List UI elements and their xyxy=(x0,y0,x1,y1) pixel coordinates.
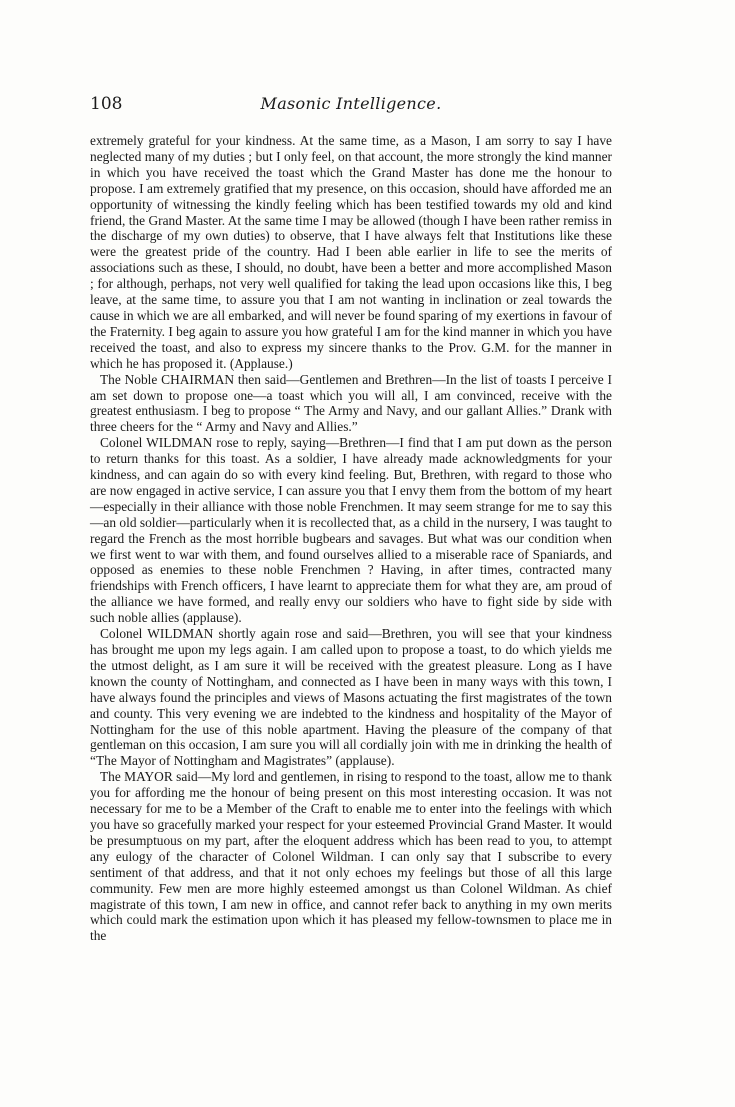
page-header xyxy=(90,94,612,118)
paragraph-continued: extremely grateful for your kindness. At the same time, as a Mason, I am sorry to say I have neglected many of my duties ; but I only feel, on that account, the more strongly the kind manner in which you have received the toast which the Grand Master has done me the honour to propose. I am extremely gratified that my presence, on this occasion, should have afforded me an opportunity of witnessing the kindly feeling which has been testified towards my old and kind friend, the Grand Master. At the same time I may be allowed (though I have been rather remiss in the discharge of my own duties) to observe, that I have always felt that Institutions like these were the greatest pride of the country. Had I been able earlier in life to see the merits of associations such as these, I should, no doubt, have been a better and more accomplished Mason ; for although, perhaps, not very well qualified for taking the lead upon occasions like this, I beg leave, at the same time, to assure you that I am not wanting in inclination or zeal towards the cause in which we are all embarked, and will never be found sparing of my exertions in favour of the Fraternity. I beg again to assure you how grateful I am for the kind manner in which you have received the toast, and also to express my sincere thanks to the Prov. G.M. for the manner in which he has proposed it. (Applause.) xyxy=(90,133,612,371)
paragraph-wildman-toast: Colonel WILDMAN shortly again rose and said—Brethren, you will see that your kindness has brought me upon my legs again. I am called upon to propose a toast, to do which yields me the utmost delight, as I am sure it will be received with the greatest pleasure. Long as I have known the county of Nottingham, and connected as I have been in many ways with this town, I have always found the principles and views of Masons actuating the first magistrates of the town and county. This very evening we are indebted to the kindness and hospitality of the Mayor of Nottingham for the use of this noble apartment. Having the pleasure of the company of that gentleman on this occasion, I am sure you will all cordially join with me in drinking the health of “The Mayor of Nottingham and Magistrates” (applause). xyxy=(90,626,612,769)
running-head: Masonic Intelligence. xyxy=(260,94,442,113)
paragraph-mayor-response: The MAYOR said—My lord and gentlemen, in rising to respond to the toast, allow me to thank you for affording me the honour of being present on this most interesting occasion. It was not necessary for me to be a Member of the Craft to enable me to enter into the feelings with which you have so gracefully marked your respect for your esteemed Provincial Grand Master. It would be presumptuous on my part, after the eloquent address which has been read to you, to attempt any eulogy of the character of Colonel Wildman. I can only say that I subscribe to every sentiment of that address, and that it not only echoes my feelings but those of all this large community. Few men are more highly esteemed amongst us than Colonel Wildman. As chief magistrate of this town, I am new in office, and cannot refer back to anything in my own merits which could mark the estimation upon which it has pleased my fellow-townsmen to place me in the xyxy=(90,769,613,944)
page-number: 108 xyxy=(90,94,123,114)
article-body xyxy=(90,133,612,944)
paragraph-chairman-toast: The Noble CHAIRMAN then said—Gentlemen and Brethren—In the list of toasts I perceive I am set down to propose one—a toast which you will all, I am convinced, receive with the greatest enthusiasm. I beg to propose “ The Army and Navy, and our gallant Allies.” Drank with three cheers for the “ Army and Navy and Allies.” xyxy=(90,371,612,435)
paragraph-wildman-reply: Colonel WILDMAN rose to reply, saying—Brethren—I find that I am put down as the person to return thanks for this toast. As a soldier, I have already made acknowledgments for your kindness, and can again do so with every kind feeling. But, Brethren, with regard to those who are now engaged in active service, I can assure you that I envy them from the bottom of my heart—especially in their alliance with those noble Frenchmen. It may seem strange for me to say this—an old soldier—particularly when it is recollected that, as a child in the nursery, I was taught to regard the French as the most horrible bugbears and savages. But what was our condition when we first went to war with them, and found ourselves allied to a miserable race of Spaniards, and opposed as enemies to these noble Frenchmen ? Having, in after times, contracted many friendships with French officers, I have learnt to appreciate them for what they are, am proud of the alliance we have formed, and really envy our soldiers who have to fight side by side with such noble allies (applause). xyxy=(90,435,612,626)
